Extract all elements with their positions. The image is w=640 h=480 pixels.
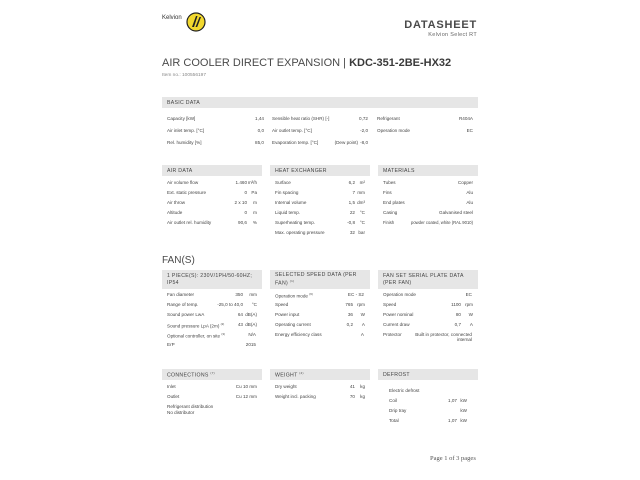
selected-speed-row: Speed 765 rpm: [275, 302, 365, 307]
serial-plate-row: Power nominal 80 W: [383, 312, 473, 317]
selected-speed-row: Power input 36 W: [275, 312, 365, 317]
serial-plate-rows: [378, 289, 478, 346]
basic-row: Sensible heat ratio (SHR) [-] 0,72: [272, 116, 368, 121]
datasheet-title: DATASHEET: [404, 19, 477, 31]
air-data-row: Ext. static pressure 0 Pa: [167, 190, 257, 195]
fan-main-row: Sound pressure LpA (2m) $^{(2)}$ 43 dB(A): [167, 322, 257, 329]
basic-data-section: [162, 97, 478, 151]
selected-speed-row: Operation mode $^{(6)}$ EC - S2: [275, 292, 364, 299]
selected-speed-heading: SELECTED SPEED DATA (PER FAN) $^{(1)}$: [270, 270, 370, 289]
basic-data-col3: [377, 116, 473, 140]
basic-row: Capacity [kW] 1,44: [167, 116, 264, 121]
basic-row: Rel. humidity [%] 85,0: [167, 140, 264, 145]
weight-rows: [270, 380, 370, 404]
basic-row: Air outlet temp. [°C] -2,0: [272, 128, 368, 133]
serial-plate-row: Operation mode EC: [383, 292, 472, 297]
defrost-row: Total 1,07 kW: [389, 418, 467, 423]
defrost-row: Coil 1,07 kW: [389, 398, 467, 403]
selected-speed-row: Energy efficiency class A: [275, 332, 364, 337]
connections-section: [162, 369, 262, 416]
distribution-label: Refrigerant distribution: [167, 404, 214, 409]
connections-row: Outlet Cu 12 mm: [167, 394, 257, 399]
basic-data-col2: [272, 116, 368, 152]
serial-plate-row: Protector Built in protector, connected internal: [383, 332, 472, 342]
selected-speed-row: Operating current 0,2 A: [275, 322, 365, 327]
heat-exchanger-row: Max. operating pressure 32 bar: [275, 230, 365, 235]
heat-exchanger-row: Internal volume 1,5 dm³: [275, 200, 365, 205]
air-data-row: Air throw 2 x 10 m: [167, 200, 257, 205]
air-data-heading: AIR DATA: [162, 165, 262, 176]
materials-section: [378, 165, 478, 230]
air-data-row: Altitude 0 m: [167, 210, 257, 215]
basic-row: Air inlet temp. [°C] 0,0: [167, 128, 264, 133]
product-title: [162, 57, 451, 69]
materials-row: End plates Alu: [383, 200, 473, 205]
defrost-section: [378, 369, 478, 428]
connections-heading: CONNECTIONS $^{(7)}$: [162, 369, 262, 380]
serial-plate-row: Speed 1100 rpm: [383, 302, 473, 307]
selected-speed-section: [270, 270, 370, 342]
materials-rows: [378, 176, 478, 230]
heat-exchanger-row: Superheating temp. -0,8 °C: [275, 220, 365, 225]
heat-exchanger-section: [270, 165, 370, 240]
fan-main-row: Optional controller, on site $^{(3)}$ N/A: [167, 332, 256, 339]
weight-row: Weight incl. packing 70 kg: [275, 394, 365, 399]
serial-plate-row: Current draw 0,7 A: [383, 322, 473, 327]
air-data-row: Air outlet rel. humidity 90,6 %: [167, 220, 257, 225]
materials-row: Fins Alu: [383, 190, 473, 195]
basic-data-col1: [167, 116, 264, 152]
air-data-row: Air volume flow 1.460 m³/h: [167, 180, 257, 185]
basic-row: Evaporation temp. [°C] (Dew point) -8,0: [272, 140, 368, 145]
weight-section: [270, 369, 370, 404]
connections-row: Inlet Cu 10 mm: [167, 384, 257, 389]
product-model: KDC-351-2BE-HX32: [349, 57, 452, 69]
heat-exchanger-row: Fin spacing 7 mm: [275, 190, 365, 195]
defrost-rows: [378, 380, 478, 428]
datasheet-subtitle: Kelvion Select RT: [428, 32, 477, 38]
fan-main-row: Fan diameter 350 mm: [167, 292, 257, 297]
selected-speed-rows: [270, 289, 370, 342]
fan-main-section: [162, 270, 262, 352]
materials-row: Casing Galvanised steel: [383, 210, 473, 215]
materials-row: Tubes Copper: [383, 180, 473, 185]
basic-row: Refrigerant R404A: [377, 116, 473, 121]
datasheet-header: [404, 19, 477, 38]
item-number: Item no.: 100556197: [162, 73, 207, 78]
heat-exchanger-row: Liquid temp. 22 °C: [275, 210, 365, 215]
heat-exchanger-row: Surface 6,2 m²: [275, 180, 365, 185]
air-data-rows: [162, 176, 262, 230]
serial-plate-section: [378, 270, 478, 346]
product-title-prefix: AIR COOLER DIRECT EXPANSION |: [162, 57, 346, 69]
kelvion-logo: [162, 12, 202, 34]
basic-data-heading: BASIC DATA: [162, 97, 478, 108]
fan-main-row: ErP 2015: [167, 342, 256, 347]
defrost-sub-label: Electric defrost: [389, 388, 420, 393]
air-data-section: [162, 165, 262, 230]
weight-row: Dry weight 41 kg: [275, 384, 365, 389]
weight-heading: WEIGHT $^{(4)}$: [270, 369, 370, 380]
basic-row: Operation mode EC: [377, 128, 473, 133]
defrost-heading: DEFROST: [378, 369, 478, 380]
brand-name: Kelvion: [162, 15, 182, 21]
fan-main-rows: [162, 289, 262, 352]
serial-plate-heading: FAN SET SERIAL PLATE DATA (PER FAN): [378, 270, 478, 289]
fans-heading: FAN(S): [162, 255, 195, 266]
distribution-value: No distributor: [167, 410, 195, 415]
materials-row: Finish powder coated, white (RAL 9010): [383, 220, 473, 225]
defrost-row: Drip tray kW: [389, 408, 467, 413]
connections-rows: [162, 380, 262, 416]
kelvion-emblem-icon: [186, 12, 206, 32]
fan-main-row: Range of temp. -25,0 to 40,0 °C: [167, 302, 257, 307]
fan-main-row: Sound power LwA 64 dB(A): [167, 312, 257, 317]
heat-exchanger-rows: [270, 176, 370, 240]
fan-main-heading: 1 PIECE(S): 230V/1PH/50-60HZ; IP54: [162, 270, 262, 289]
materials-heading: MATERIALS: [378, 165, 478, 176]
page-footer: Page 1 of 3 pages: [430, 455, 476, 462]
heat-exchanger-heading: HEAT EXCHANGER: [270, 165, 370, 176]
